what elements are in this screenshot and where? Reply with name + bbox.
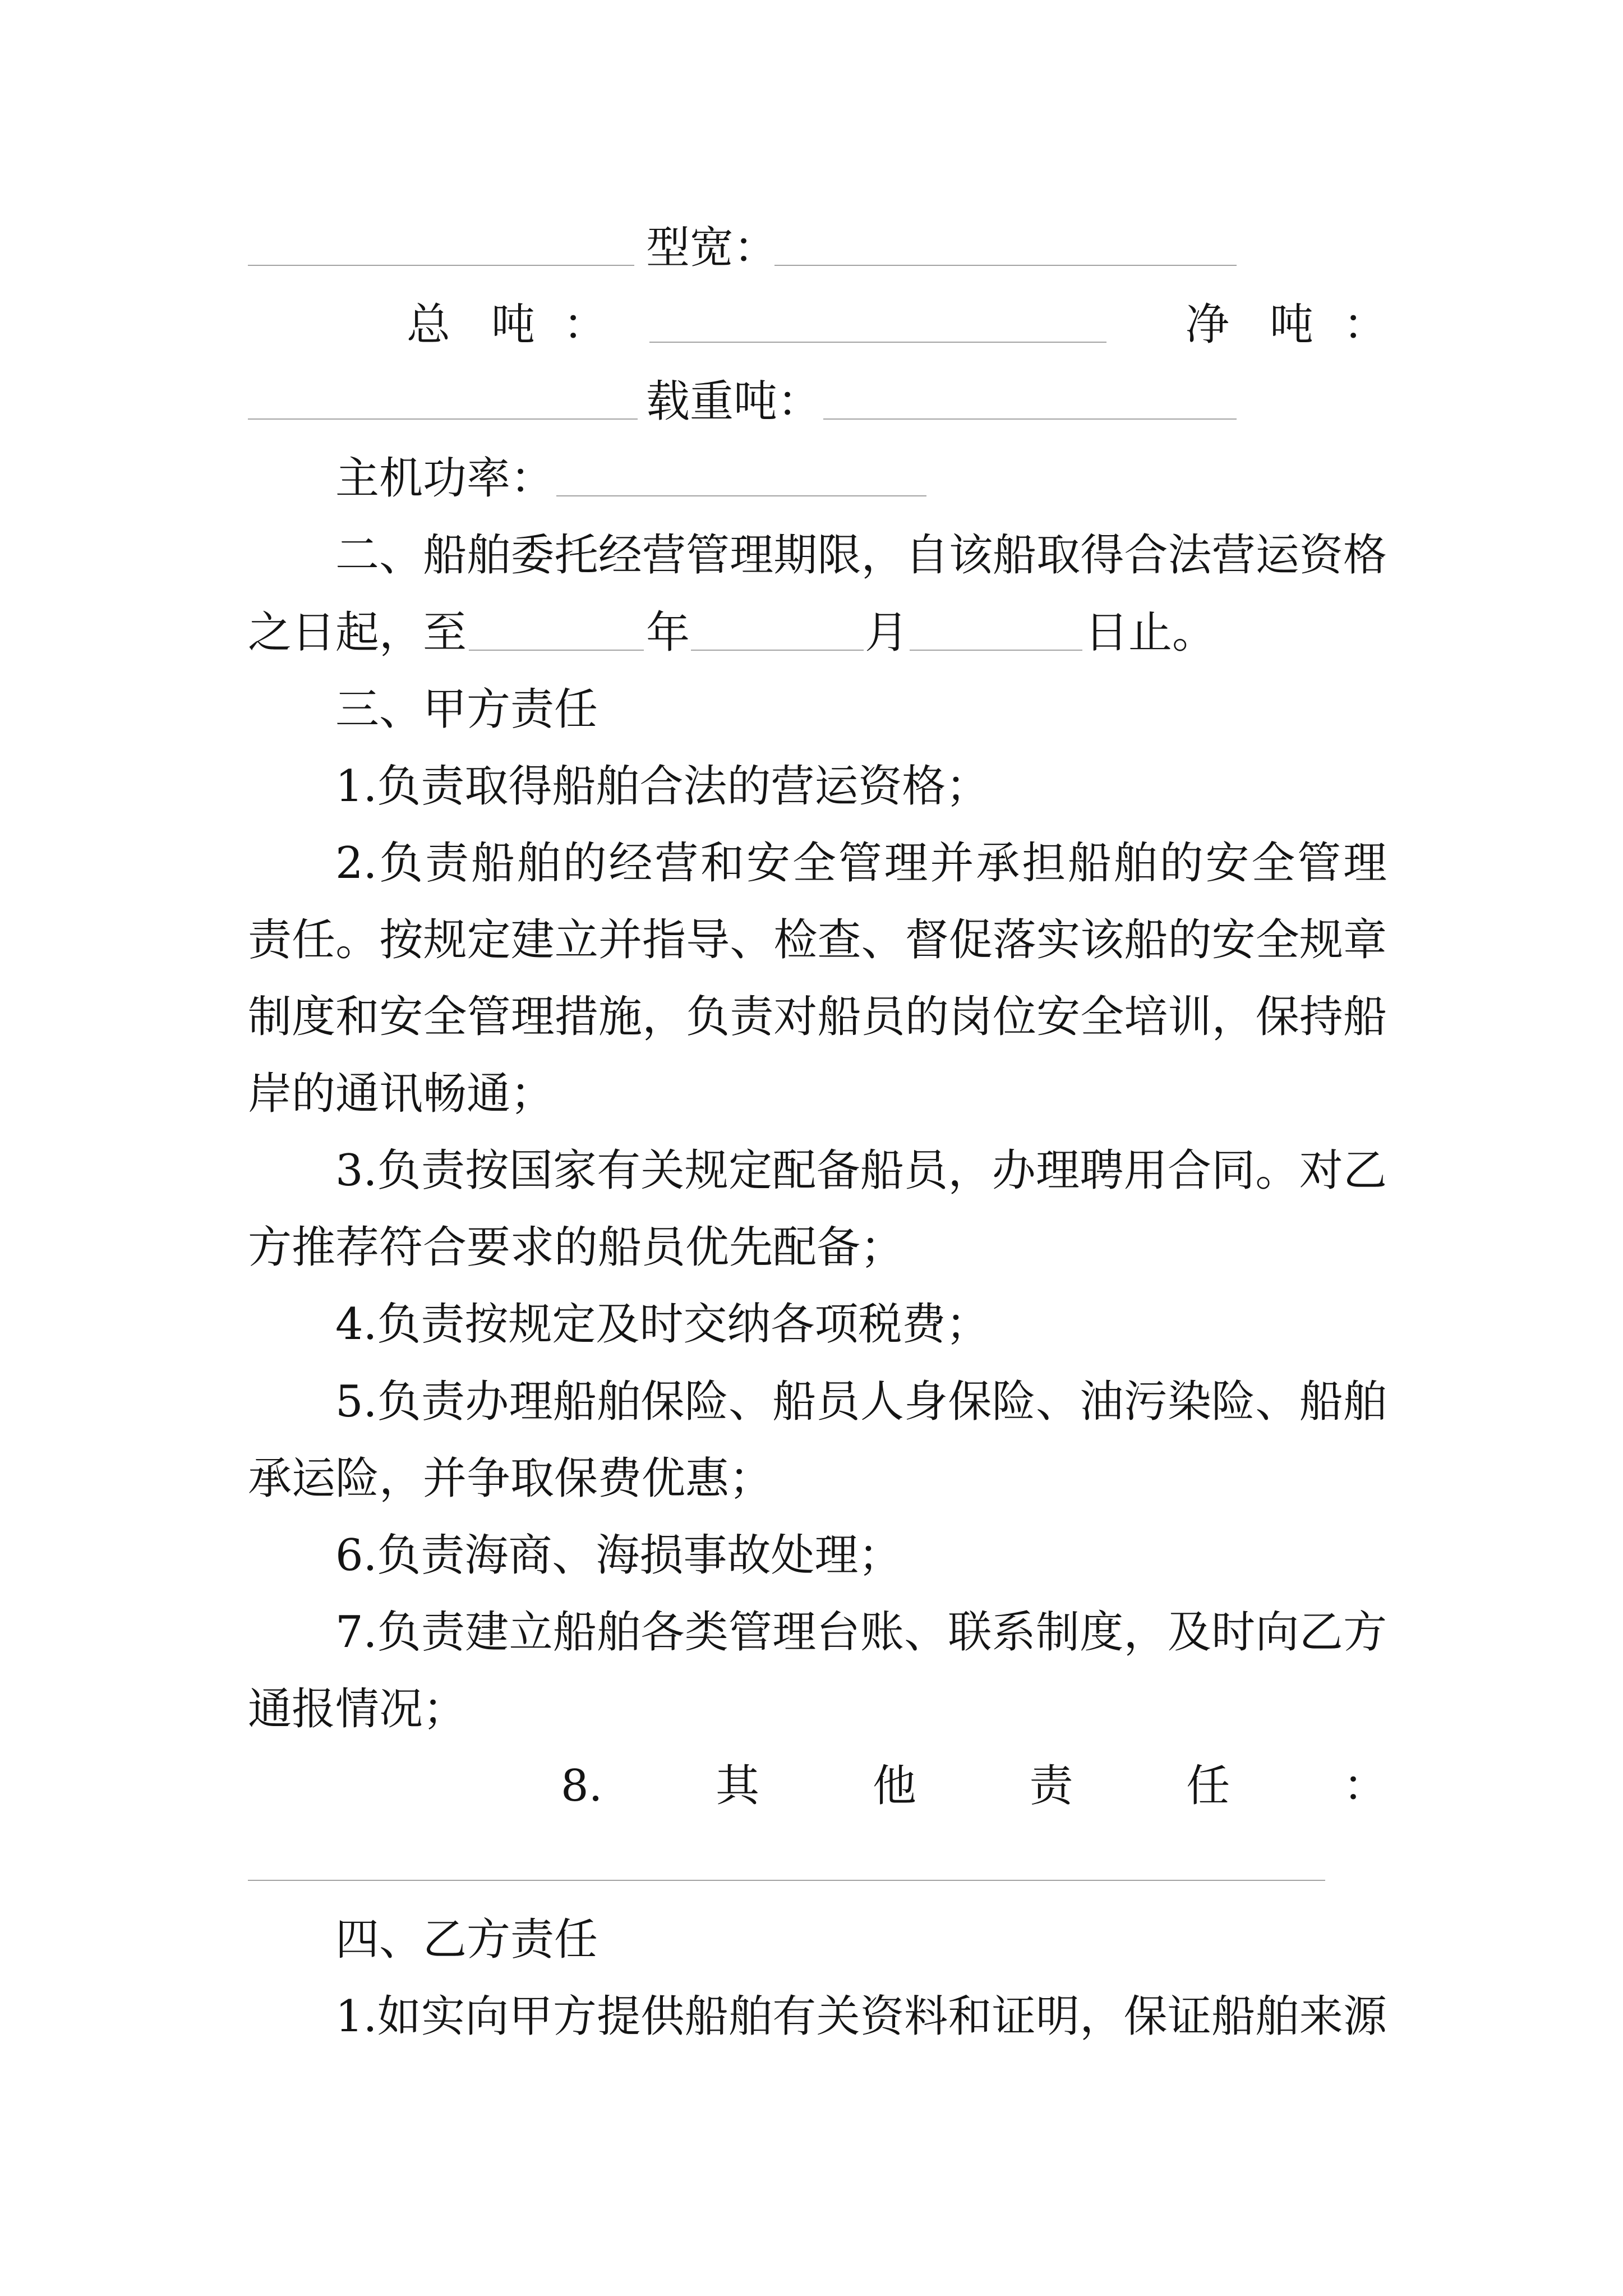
month-blank [691,650,864,651]
clause-3-item-row [0,1056,1623,1133]
blank-underline [248,265,634,266]
net-tonnage-label-char: ： [1343,300,1387,350]
item-8-char: 责 [1029,1761,1073,1811]
clause-3-item-row [0,1133,1623,1209]
item-8-char: 任 [1186,1761,1230,1811]
item-8-char: 8. [561,1761,603,1811]
clause-3-item-row [0,1594,1623,1671]
clause-3-item-5-line: 5.负责办理船舶保险、船员人身保险、油污染险、船舶 [335,1377,1387,1427]
clause-3-item-8 [561,1748,1387,1825]
gross-tonnage-label-char: 吨 [491,300,536,350]
clause-4-heading: 四、乙方责任 [335,1915,598,1965]
clause-3-item-row [0,1517,1623,1594]
gross-tonnage-blank [649,342,1106,343]
clause-3-item-row [0,979,1623,1056]
main-engine-power-label: 主机功率： [335,453,555,504]
clause-3-item-2-line: 责任。按规定建立并指导、检查、督促落实该船的安全规章 [248,915,1387,965]
clause-3-item-2-line: 岸的通讯畅通； [248,1069,555,1119]
clause-3-item-row [0,902,1623,979]
clause-3-item-row [0,825,1623,902]
deadweight-label: 载重吨： [646,376,822,427]
main-engine-power-blank [556,495,926,496]
clause-3-item-7-line: 7.负责建立船舶各类管理台账、联系制度，及时向乙方 [335,1607,1387,1658]
clause-3-heading-row [0,671,1623,748]
beam-blank [774,265,1237,266]
tonnage-row [0,287,1623,364]
clause-3-item-row [0,1441,1623,1517]
clause-3-item-row [0,1748,1623,1825]
net-tonnage-blank [248,418,638,420]
beam-row [0,210,1623,287]
clause-4-item-1-line: 1.如实向甲方提供船舶有关资料和证明，保证船舶来源 [335,1991,1387,2042]
year-label: 年 [646,608,690,658]
other-responsibilities-blank-row [0,1825,1623,1902]
clause-2-text: 二、船舶委托经营管理期限，自该船取得合法营运资格 [335,530,1387,581]
clause-3-item-row [0,1209,1623,1286]
month-label: 月 [865,608,909,658]
clause-3-item-1: 1.负责取得船舶合法的营运资格； [335,761,990,812]
clause-3-item-5-line: 承运险，并争取保费优惠； [248,1453,773,1504]
clause-2-row [0,517,1623,594]
clause-3-item-7-line: 通报情况； [248,1684,467,1734]
clause-3-heading: 三、甲方责任 [335,684,598,735]
clause-3-item-row [0,1286,1623,1363]
item-8-char: 他 [872,1761,916,1811]
engine-power-row [0,440,1623,517]
clause-4-heading-row [0,1902,1623,1978]
clause-3-item-2-line: 制度和安全管理措施，负责对船员的岗位安全培训，保持船 [248,992,1387,1042]
clause-2-date-row [0,595,1623,671]
gross-tonnage-label-char: 总 [407,300,451,350]
clause-3-item-4: 4.负责按规定及时交纳各项税费； [335,1299,990,1350]
gross-tonnage-label-char: ： [563,300,607,350]
other-responsibilities-blank [248,1880,1325,1881]
item-8-char: ： [1343,1761,1387,1811]
deadweight-row [0,364,1623,440]
year-blank [469,650,644,651]
item-8-char: 其 [716,1761,760,1811]
day-blank [910,650,1082,651]
clause-2-date-end: 日止。 [1085,608,1216,658]
clause-4-item-row [0,1978,1623,2055]
net-tonnage-label-char: 吨 [1270,300,1314,350]
deadweight-blank [823,418,1237,420]
clause-2-date-lead: 之日起，至 [248,608,467,658]
clause-3-item-row [0,1364,1623,1441]
net-tonnage-label-char: 净 [1186,300,1230,350]
clause-3-item-2-line: 2.负责船舶的经营和安全管理并承担船舶的安全管理 [335,838,1387,889]
clause-3-item-3-line: 3.负责按国家有关规定配备船员，办理聘用合同。对乙 [335,1145,1387,1196]
beam-label: 型宽： [646,223,778,273]
clause-3-item-6: 6.负责海商、海损事故处理； [335,1530,902,1581]
clause-3-item-row [0,1671,1623,1748]
clause-3-item-3-line: 方推荐符合要求的船员优先配备； [248,1222,905,1273]
clause-3-item-row [0,748,1623,825]
